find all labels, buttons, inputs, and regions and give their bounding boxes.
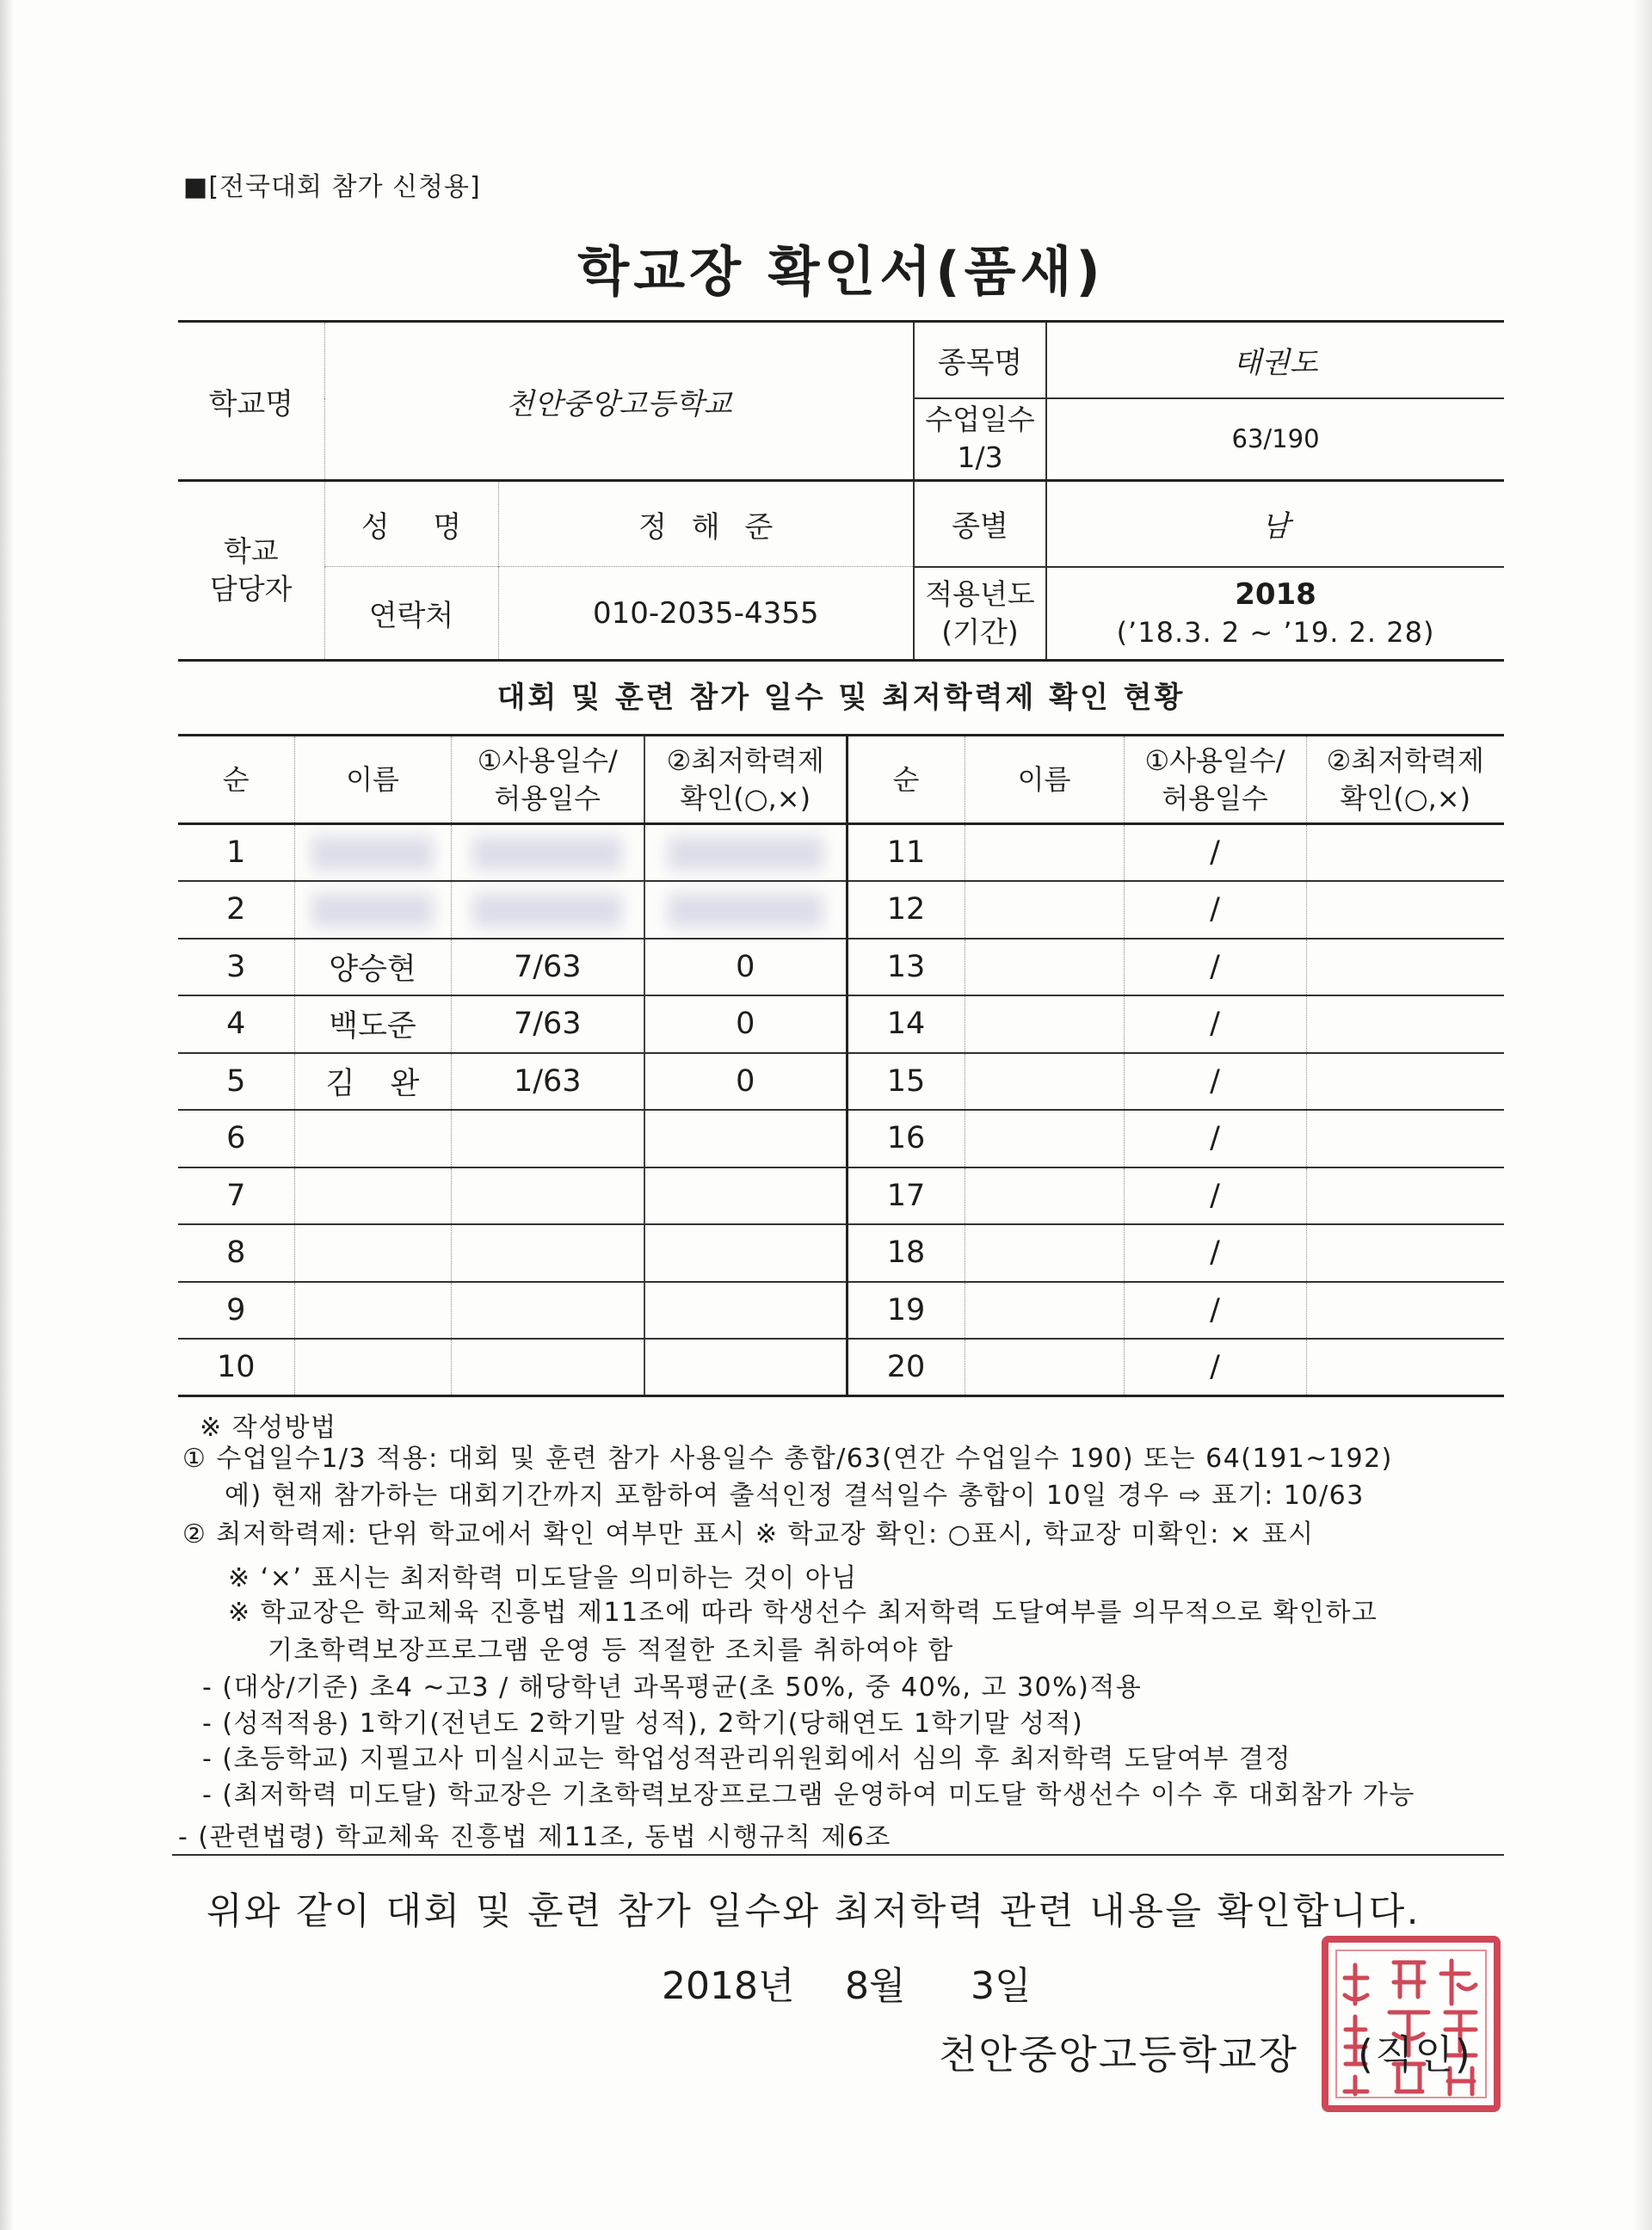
- redaction-blur: [311, 893, 433, 927]
- table-row: [178, 881, 1504, 939]
- row-number: 10: [178, 1339, 294, 1396]
- name-label: 성 명: [324, 481, 498, 567]
- table-header-row: [178, 736, 1504, 824]
- student-name: 김 완: [294, 1053, 451, 1111]
- row-number: 8: [178, 1224, 294, 1282]
- days-used: [451, 1110, 644, 1167]
- min-academic-check: [644, 1224, 847, 1282]
- min-academic-check: [644, 1339, 847, 1396]
- min-academic-check: [644, 1282, 847, 1340]
- row-number: 11: [847, 824, 965, 882]
- note-line: - (대상/기준) 초4 ~고3 / 해당학년 과목평균(초 50%, 중 40%, 고 30%)적용: [202, 1672, 1143, 1703]
- student-name: [965, 995, 1124, 1053]
- header-check: [1306, 736, 1504, 824]
- min-academic-check: [1306, 1167, 1504, 1225]
- year-label: [914, 567, 1046, 661]
- days-used: [451, 1167, 644, 1225]
- note-line: ② 최저학력제: 단위 학교에서 확인 여부만 표시 ※ 학교장 확인: ○표시, 학교장 미확인: × 표시: [182, 1519, 1315, 1549]
- row-number: 3: [178, 939, 294, 996]
- header-no: 순: [847, 736, 965, 824]
- class-days-label: [914, 398, 1046, 481]
- table-row: [178, 1167, 1504, 1225]
- staff-label-line1: 학교: [223, 534, 279, 568]
- student-name: [294, 1339, 451, 1396]
- seal-label: (직인): [1358, 2031, 1472, 2078]
- min-academic-check: [644, 1110, 847, 1167]
- min-academic-check: [1306, 939, 1504, 996]
- school-name: 천안중앙고등학교: [324, 322, 914, 481]
- days-used: /: [1124, 939, 1306, 996]
- year-label-line1: 적용년도: [925, 576, 1035, 611]
- days-used: /: [1124, 995, 1306, 1053]
- document-title: 학교장 확인서(품새): [577, 240, 1105, 303]
- table-row: [178, 1110, 1504, 1167]
- days-cell: [451, 824, 644, 882]
- min-academic-check: [1306, 1053, 1504, 1111]
- days-used: /: [1124, 881, 1306, 939]
- event-label: 종목명: [914, 322, 1046, 398]
- contact-label: 연락처: [324, 567, 498, 661]
- min-academic-check: 0: [644, 1053, 847, 1111]
- class-days-label-line2: 1/3: [957, 440, 1003, 475]
- school-info-table: [178, 320, 1504, 662]
- days-used: /: [1124, 1110, 1306, 1167]
- days-cell: [451, 881, 644, 939]
- row-number: 6: [178, 1110, 294, 1167]
- check-cell: [644, 881, 847, 939]
- student-name: [965, 881, 1124, 939]
- date-month: 8월: [845, 1964, 906, 2008]
- table-row: [178, 824, 1504, 882]
- days-used: 7/63: [451, 995, 644, 1053]
- min-academic-check: [1306, 1282, 1504, 1340]
- days-used: 7/63: [451, 939, 644, 996]
- redaction-blur: [668, 893, 823, 927]
- class-days-value: 63/190: [1046, 398, 1504, 481]
- days-used: /: [1124, 1282, 1306, 1340]
- row-number: 12: [847, 881, 965, 939]
- min-academic-check: [1306, 1339, 1504, 1396]
- row-number: 17: [847, 1167, 965, 1225]
- row-number: 14: [847, 995, 965, 1053]
- student-name: [294, 1224, 451, 1282]
- days-used: /: [1124, 824, 1306, 882]
- class-days-label-line1: 수업일수: [925, 403, 1035, 437]
- student-name-cell: [294, 824, 451, 882]
- header-name: 이름: [965, 736, 1124, 824]
- row-number: 5: [178, 1053, 294, 1111]
- info-row: [178, 567, 1504, 661]
- note-line: ※ ‘×’ 표시는 최저학력 미도달을 의미하는 것이 아님: [228, 1563, 858, 1593]
- principal-signature: 천안중앙고등학교장: [939, 2031, 1298, 2078]
- student-name: [965, 1167, 1124, 1225]
- event-value: 태권도: [1233, 345, 1318, 380]
- min-academic-check: [1306, 1224, 1504, 1282]
- table-row: [178, 1224, 1504, 1282]
- period-value: (’18.3. 2 ~ ’19. 2. 28): [1116, 615, 1435, 649]
- note-line: ※ 학교장은 학교체육 진흥법 제11조에 따라 학생선수 최저학력 도달여부를 의무적으로 확인하고: [228, 1598, 1378, 1628]
- confirmation-statement: 위와 같이 대회 및 훈련 참가 일수와 최저학력 관련 내용을 확인합니다.: [206, 1890, 1421, 1933]
- check-cell: [644, 824, 847, 882]
- contact-value: 010-2035-4355: [498, 567, 914, 661]
- row-number: 4: [178, 995, 294, 1053]
- min-academic-check: 0: [644, 939, 847, 996]
- header-days-line2: 허용일수: [494, 782, 601, 815]
- header-check-line1: ②최저학력제: [666, 744, 824, 777]
- student-name: [294, 1110, 451, 1167]
- student-name: [965, 1224, 1124, 1282]
- student-name: 양승현: [294, 939, 451, 996]
- header-days: [451, 736, 644, 824]
- table-row: [178, 1339, 1504, 1396]
- student-name: [965, 1282, 1124, 1340]
- note-line: 예) 현재 참가하는 대회기간까지 포함하여 출석인정 결석일수 총합이 10일 경우 ⇨ 표기: 10/63: [225, 1481, 1365, 1511]
- school-label: 학교명: [178, 322, 324, 481]
- header-days-line1: ①사용일수/: [477, 744, 618, 777]
- note-line: ① 수업일수1/3 적용: 대회 및 훈련 참가 사용일수 총합/63(연간 수업일수 190) 또는 64(191~192): [182, 1444, 1393, 1474]
- days-used: /: [1124, 1224, 1306, 1282]
- days-used: /: [1124, 1167, 1306, 1225]
- info-row: [178, 322, 1504, 398]
- row-number: 19: [847, 1282, 965, 1340]
- header-check-line1: ②최저학력제: [1326, 744, 1484, 777]
- header-no: 순: [178, 736, 294, 824]
- student-name: [965, 1053, 1124, 1111]
- student-name: [965, 939, 1124, 996]
- redaction-blur: [472, 893, 622, 927]
- participation-table: [178, 734, 1504, 1397]
- student-name: 백도준: [294, 995, 451, 1053]
- days-used: [451, 1224, 644, 1282]
- date-year: 2018년: [662, 1964, 795, 2008]
- days-used: /: [1124, 1339, 1306, 1396]
- student-name: [965, 1110, 1124, 1167]
- student-name: [294, 1167, 451, 1225]
- application-tag: ■[전국대회 참가 신청용]: [183, 172, 481, 202]
- min-academic-check: [1306, 1110, 1504, 1167]
- header-days: [1124, 736, 1306, 824]
- table-row: [178, 939, 1504, 996]
- min-academic-check: [1306, 995, 1504, 1053]
- header-days-line2: 허용일수: [1162, 782, 1268, 815]
- row-number: 2: [178, 881, 294, 939]
- redaction-blur: [472, 836, 622, 871]
- note-line: - (관련법령) 학교체육 진흥법 제11조, 동법 시행규칙 제6조: [178, 1822, 891, 1852]
- table-row: [178, 1282, 1504, 1340]
- year-value: 2018: [1235, 576, 1316, 612]
- year-value-cell: [1046, 567, 1504, 661]
- name-value: 정 해 준: [498, 481, 914, 567]
- row-number: 20: [847, 1339, 965, 1396]
- header-check: [644, 736, 847, 824]
- header-name: 이름: [294, 736, 451, 824]
- days-used: [451, 1339, 644, 1396]
- row-number: 7: [178, 1167, 294, 1225]
- min-academic-check: [1306, 881, 1504, 939]
- header-check-line2: 확인(○,×): [680, 782, 811, 815]
- redaction-blur: [311, 836, 433, 871]
- note-line: - (성적적용) 1학기(전년도 2학기말 성적), 2학기(당해연도 1학기말 성적): [202, 1709, 1084, 1739]
- section-heading: 대회 및 훈련 참가 일수 및 최저학력제 확인 현황: [496, 681, 1186, 715]
- note-line: - (초등학교) 지필고사 미실시교는 학업성적관리위원회에서 심의 후 최저학력 도달여부 결정: [202, 1744, 1291, 1774]
- note-line: 기초학력보장프로그램 운영 등 적절한 조치를 취하여야 함: [268, 1636, 954, 1666]
- gender-value: 남: [1046, 481, 1504, 567]
- row-number: 1: [178, 824, 294, 882]
- days-used: [451, 1282, 644, 1340]
- year-label-line2: (기간): [941, 614, 1019, 649]
- row-number: 16: [847, 1110, 965, 1167]
- header-days-line1: ①사용일수/: [1144, 744, 1285, 777]
- row-number: 18: [847, 1224, 965, 1282]
- row-number: 15: [847, 1053, 965, 1111]
- min-academic-check: [1306, 824, 1504, 882]
- staff-label-line2: 담당자: [209, 572, 293, 606]
- row-number: 13: [847, 939, 965, 996]
- gender-label: 종별: [914, 481, 1046, 567]
- header-check-line2: 확인(○,×): [1340, 782, 1471, 815]
- staff-label: [178, 481, 324, 661]
- min-academic-check: 0: [644, 995, 847, 1053]
- row-number: 9: [178, 1282, 294, 1340]
- days-used: /: [1124, 1053, 1306, 1111]
- date-day: 3일: [971, 1964, 1032, 2008]
- student-name-cell: [294, 881, 451, 939]
- min-academic-check: [644, 1167, 847, 1225]
- table-row: [178, 1053, 1504, 1111]
- redaction-blur: [668, 836, 823, 871]
- days-used: 1/63: [451, 1053, 644, 1111]
- notes-heading: ※ 작성방법: [200, 1413, 337, 1443]
- note-line: - (최저학력 미도달) 학교장은 기초학력보장프로그램 운영하여 미도달 학생선수 이수 후 대회참가 가능: [202, 1780, 1415, 1810]
- info-row: [178, 481, 1504, 567]
- student-name: [965, 1339, 1124, 1396]
- table-row: [178, 995, 1504, 1053]
- student-name: [294, 1282, 451, 1340]
- notes-bottom-rule: [172, 1854, 1504, 1856]
- student-name: [965, 824, 1124, 882]
